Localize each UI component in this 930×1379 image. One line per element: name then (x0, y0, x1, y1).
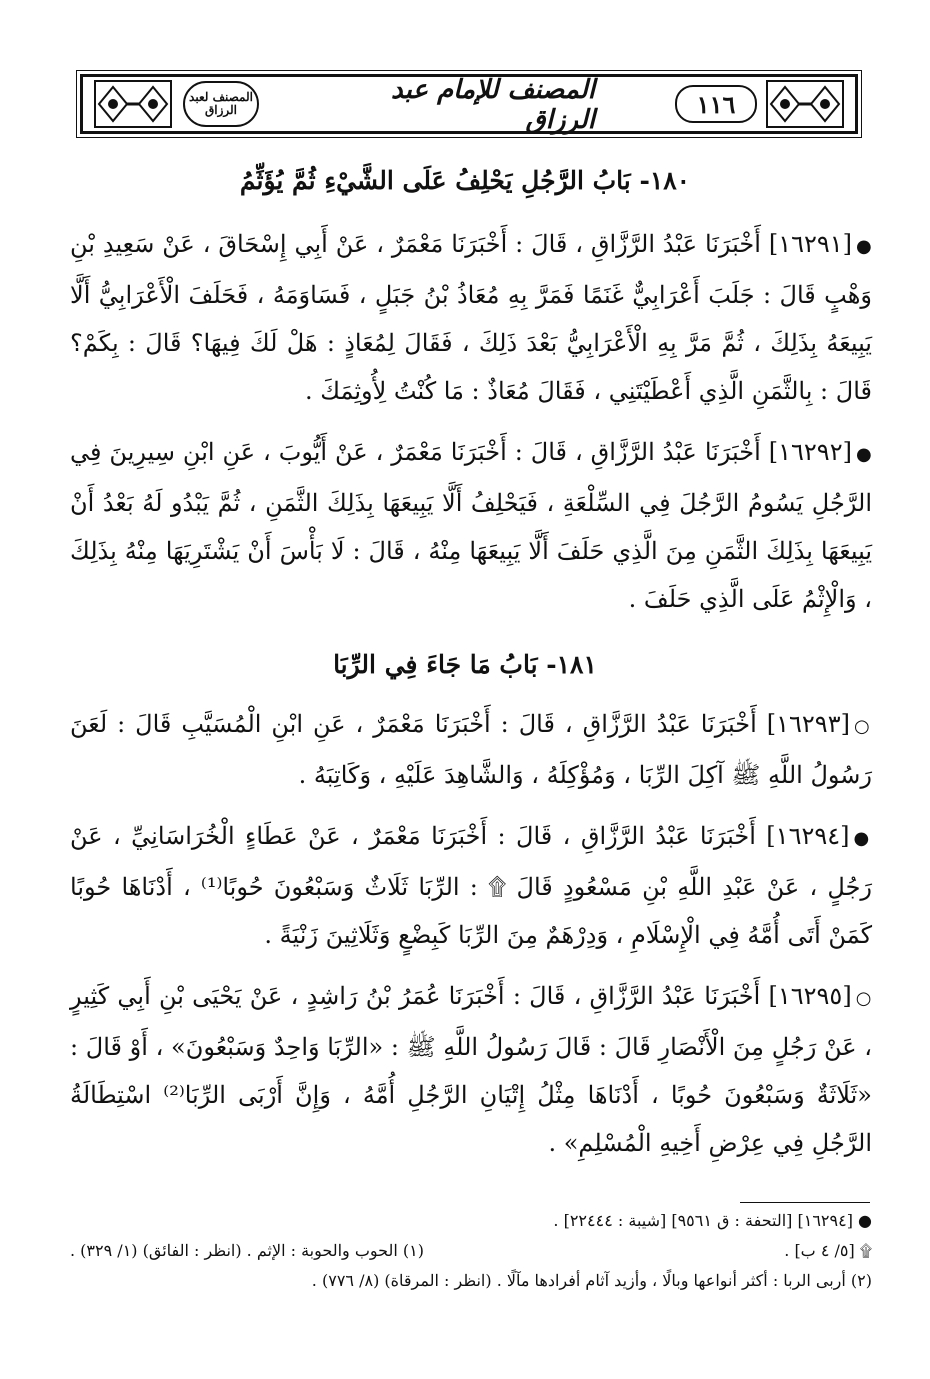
hadith-text: [١٦٢٩٢] أَخْبَرَنَا عَبْدُ الرَّزَّاقِ ، قَالَ : أَخْبَرَنَا مَعْمَرٌ ، عَنْ أَيُّوبَ ، عَنِ ابْنِ سِيرِينَ فِي الرَّجُلِ يَسُومُ الرَّجُلَ فِي السِّلْعَةِ ، فَيَحْلِفُ أَلَّا يَبِيعَهَا بِذَلِكَ الثَّمَنِ ، ثُمَّ يَبْدُو لَهُ بَعْدُ أَنْ يَبِيعَهَا بِذَلِكَ الثَّمَنِ مِنَ الَّذِي حَلَفَ أَلَّا يَبِيعَهَا مِنْهُ ، قَالَ : لَا بَأْسَ أَنْ يَشْتَرِيَهَا مِنْهُ بِذَلِكَ ، وَالْإِثْمُ عَلَى الَّذِي حَلَفَ . (70, 438, 872, 613)
chapter-heading: ١٨١- بَابُ مَا جَاءَ فِي الرِّبَا (333, 650, 597, 679)
hadith-text: [١٦٢٩٣] أَخْبَرَنَا عَبْدُ الرَّزَّاقِ ، قَالَ : أَخْبَرَنَا مَعْمَرٌ ، عَنِ ابْنِ الْمُسَيَّبِ قَالَ : لَعَنَ رَسُولُ اللَّهِ ﷺ آكِلَ الرِّبَا ، وَمُؤْكِلَهُ ، وَالشَّاهِدَ عَلَيْهِ ، وَكَاتِبَهُ . (70, 710, 872, 789)
book-title: المصنف للإمام عبد الرزاق (391, 75, 595, 135)
hadith-text: [١٦٢٩٥] أَخْبَرَنَا عَبْدُ الرَّزَّاقِ ، قَالَ : أَخْبَرَنَا عُمَرُ بْنُ رَاشِدٍ ، عَنْ يَحْيَى بْنِ أَبِي كَثِيرٍ ، عَنْ رَجُلٍ مِنَ الْأَنْصَارِ قَالَ : قَالَ رَسُولُ اللَّهِ ﷺ : «الرِّبَا وَاحِدٌ وَسَبْعُونَ» ، أَوْ قَالَ : «ثَلَاثَةٌ وَسَبْعُونَ حُوبًا ، أَدْنَاهَا مِثْلُ إِتْيَانِ الرَّجُلِ أُمَّهُ ، وَإِنَّ أَرْبَى الرِّبَا⁽²⁾ اسْتِطَالَةُ الرَّجُلِ فِي عِرْضِ أَخِيهِ الْمُسْلِمِ» . (70, 982, 872, 1157)
hadith-text: [١٦٢٩١] أَخْبَرَنَا عَبْدُ الرَّزَّاقِ ، قَالَ : أَخْبَرَنَا مَعْمَرٌ ، عَنْ أَبِي إِسْحَاقَ ، عَنْ سَعِيدِ بْنِ وَهْبٍ قَالَ : جَلَبَ أَعْرَابِيٌّ غَنَمًا فَمَرَّ بِهِ مُعَاذُ بْنُ جَبَلٍ ، فَسَاوَمَهُ ، فَحَلَفَ الْأَعْرَابِيُّ أَلَّا يَبِيعَهُ بِذَلِكَ ، ثُمَّ مَرَّ بِهِ الْأَعْرَابِيُّ بَعْدَ ذَلِكَ ، فَقَالَ لِمُعَاذٍ : هَلْ لَكَ فِيهَا؟ قَالَ : بِكَمْ؟ قَالَ : بِالثَّمَنِ الَّذِي أَعْطَيْتَنِي ، فَقَالَ مُعَاذٌ : مَا كُنْتُ لِأُوثِمَكَ . (70, 230, 872, 405)
footnote-takhrij: ● [١٦٢٩٤] [التحفة : ق ٩٥٦١] [شيبة : ٢٢٤٤٤] . (553, 1211, 872, 1230)
hadith-paragraph (70, 700, 872, 799)
hadith-paragraph (70, 812, 872, 959)
page-number: ١١٦ (675, 85, 757, 123)
footnote-folio: ۩ [٥/ ٤ ب] . (784, 1241, 872, 1260)
hadith-marker: ○ (855, 988, 872, 1009)
hadith-marker: ● (855, 444, 872, 465)
hadith-text: [١٦٢٩٤] أَخْبَرَنَا عَبْدُ الرَّزَّاقِ ، قَالَ : أَخْبَرَنَا مَعْمَرٌ ، عَنْ عَطَاءٍ الْخُرَاسَانِيِّ ، عَنْ رَجُلٍ ، عَنْ عَبْدِ اللَّهِ بْنِ مَسْعُودٍ قَالَ ۩ : الرِّبَا ثَلَاثٌ وَسَبْعُونَ حُوبًا⁽¹⁾ ، أَدْنَاهَا حُوبًا كَمَنْ أَتَى أُمَّهُ فِي الْإِسْلَامِ ، وَدِرْهَمٌ مِنَ الرِّبَا كَبِضْعٍ وَثَلَاثِينَ زَنْيَةً . (70, 822, 872, 949)
hadith-marker: ● (856, 236, 872, 257)
chapter-heading: ١٨٠- بَابُ الرَّجُلِ يَحْلِفُ عَلَى الشَّيْءِ ثُمَّ يُؤَثِّمُ (239, 166, 691, 195)
hadith-paragraph (70, 220, 872, 415)
footnote-2: (٢) أربى الربا : أكثر أنواعها وبالًا ، وأزيد آثام أفرادها مآلًا . (انظر : المرقاة) (٨/ ٧٧٦) . (311, 1271, 872, 1290)
hadith-paragraph (70, 972, 872, 1167)
ornament-left-icon (93, 79, 173, 129)
ornament-right-icon (765, 79, 845, 129)
footnotes (70, 1206, 872, 1296)
hadith-paragraph (70, 428, 872, 623)
page-header (80, 74, 858, 134)
footnote-separator (740, 1202, 870, 1203)
book-logo: المصنف لعبد الرزاق (183, 81, 259, 127)
hadith-marker: ● (853, 828, 872, 849)
hadith-marker: ○ (853, 716, 872, 737)
footnote-1: (١) الحوب والحوبة : الإثم . (انظر : الفائق) (١/ ٣٢٩) . (70, 1241, 424, 1260)
